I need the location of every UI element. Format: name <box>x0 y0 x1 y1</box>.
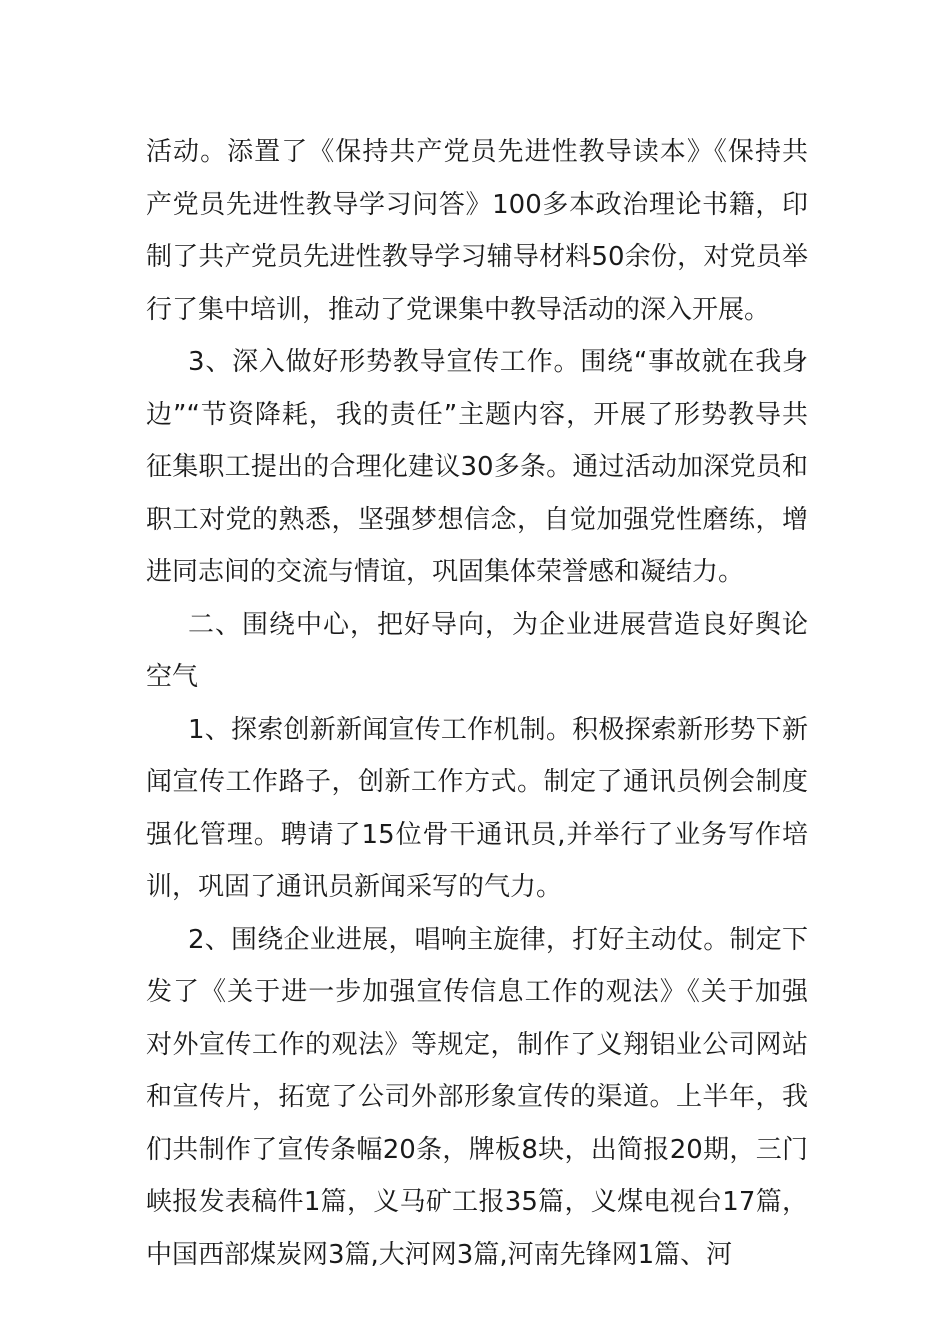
document-body <box>146 126 808 1281</box>
paragraph-item-2: 2、围绕企业进展，唱响主旋律，打好主动仗。制定下发了《关于进一步加强宣传信息工作的观法》《关于加强对外宣传工作的观法》等规定，制作了义翔铝业公司网站和宣传片，拓宽了公司外部形象宣传的渠道。上半年，我们共制作了宣传条幅20条，牌板8块，出简报20期，三门峡报发表稿件1篇，义马矿工报35篇，义煤电视台17篇，中国西部煤炭网3篇,大河网3篇,河南先锋网1篇、河 <box>146 924 808 1270</box>
paragraph-item-1: 1、探索创新新闻宣传工作机制。积极探索新形势下新闻宣传工作路子，创新工作方式。制定了通讯员例会制度强化管理。聘请了15位骨干通讯员,并举行了业务写作培训，巩固了通讯员新闻采写的气力。 <box>146 714 808 902</box>
section-heading-2: 二、围绕中心，把好导向，为企业进展营造良好舆论空气 <box>146 609 808 692</box>
paragraph-continuation: 活动。添置了《保持共产党员先进性教导读本》《保持共产党员先进性教导学习问答》100多本政治理论书籍，印制了共产党员先进性教导学习辅导材料50余份，对党员举行了集中培训，推动了党课集中教导活动的深入开展。 <box>146 137 808 325</box>
paragraph-section-3: 3、深入做好形势教导宣传工作。围绕“事故就在我身边”“节资降耗，我的责任”主题内容，开展了形势教导共征集职工提出的合理化建议30多条。通过活动加深党员和职工对党的熟悉，坚强梦想信念，自觉加强党性磨练，增进同志间的交流与情谊，巩固集体荣誉感和凝结力。 <box>146 347 808 587</box>
